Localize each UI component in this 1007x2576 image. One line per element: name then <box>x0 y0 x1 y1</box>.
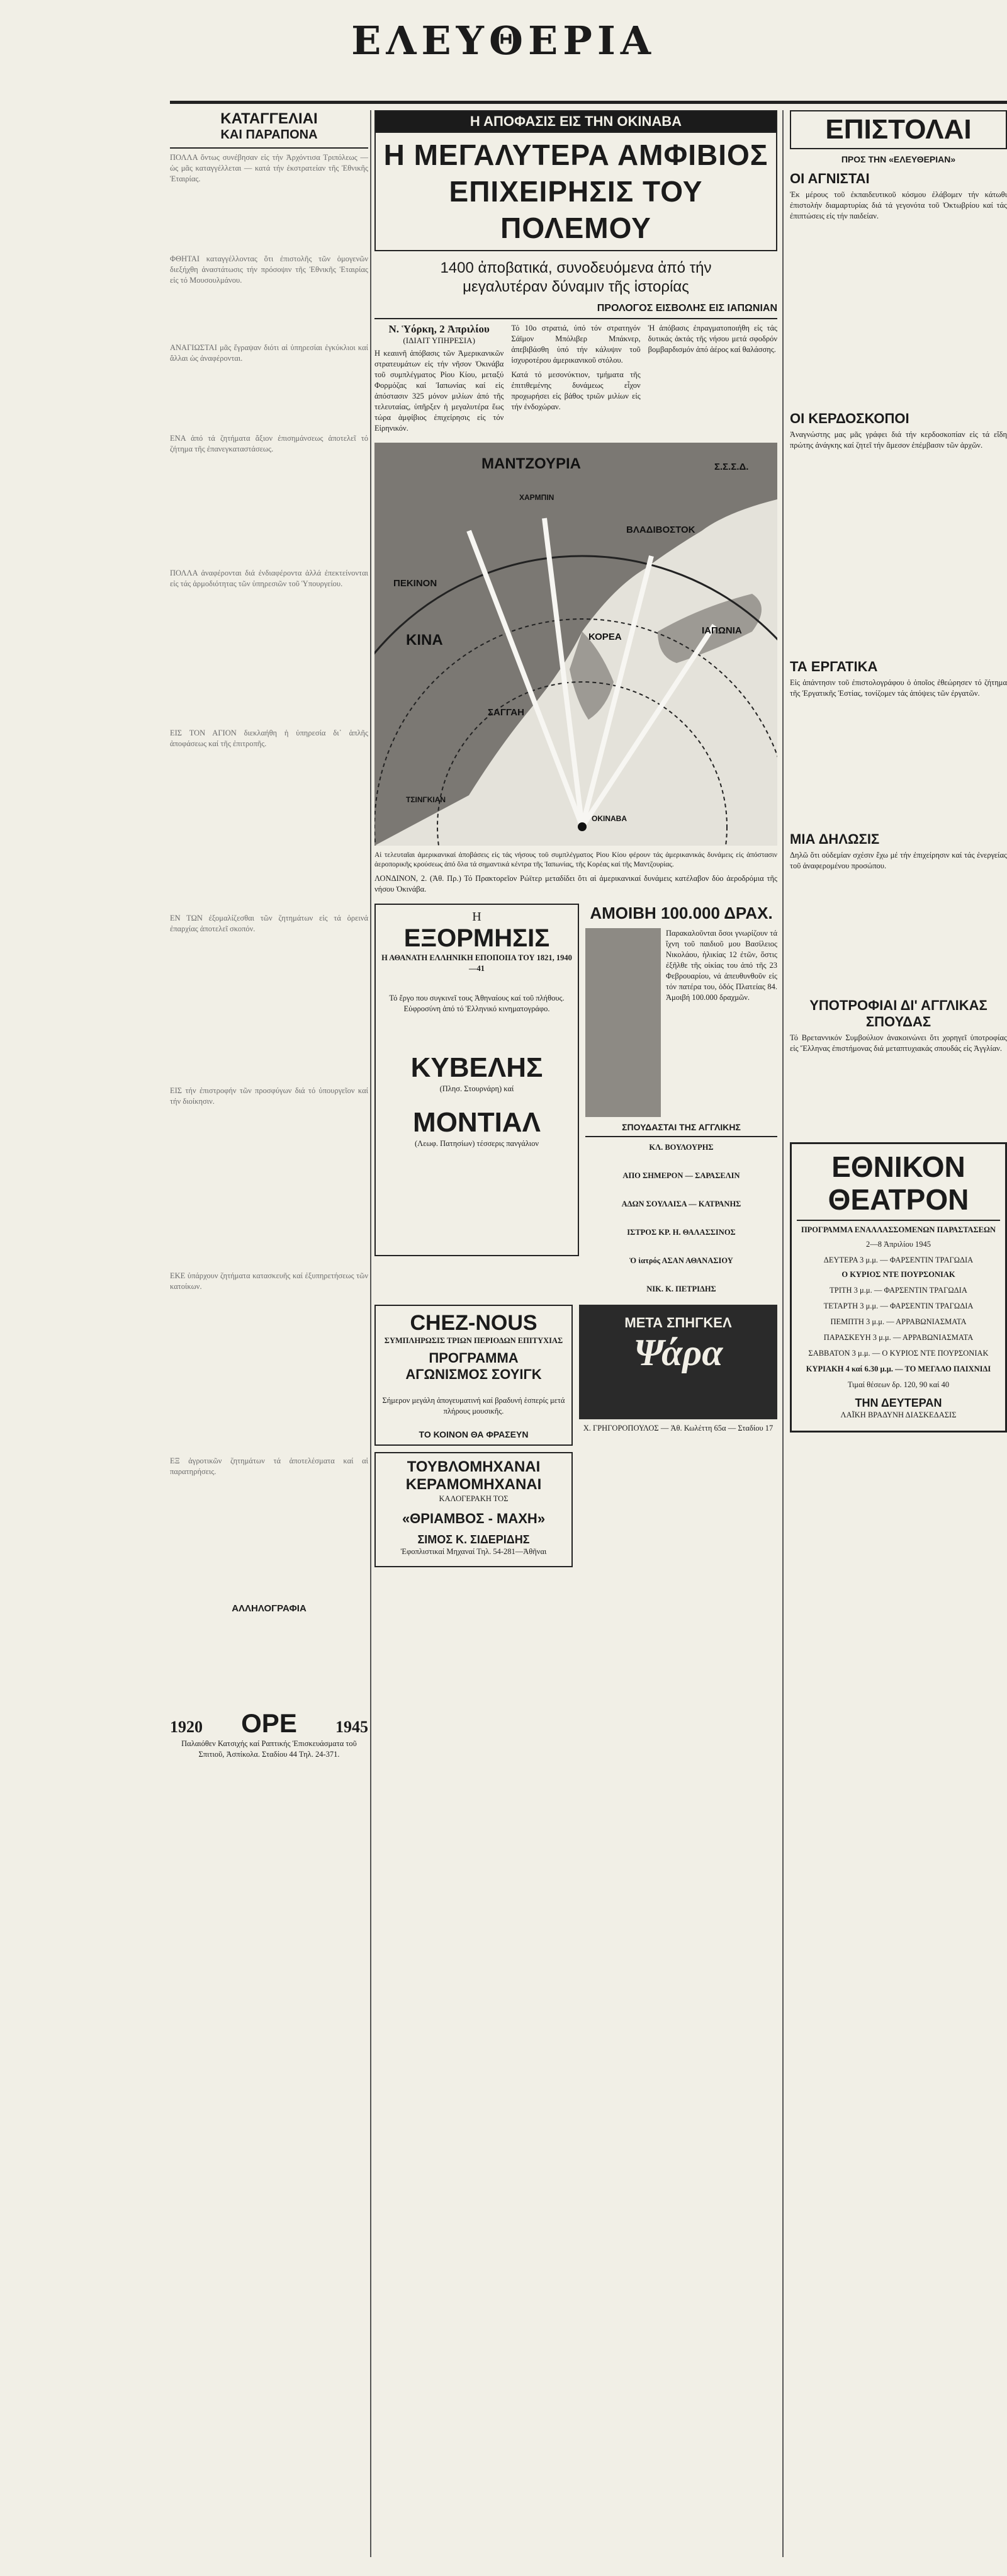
column-divider-1 <box>370 110 371 2557</box>
factory-title-2: ΚΕΡΑΜΟΜΗΧΑΝΑΙ <box>405 1476 542 1493</box>
theatre-program: ΠΡΟΓΡΑΜΜΑ ΕΝΑΛΛΑΣΣΟΜΕΝΩΝ ΠΑΡΑΣΤΑΣΕΩΝ <box>801 1225 996 1234</box>
letters-section-title: ΕΠΙΣΤΟΛΑΙ <box>790 110 1007 149</box>
theatre-ad <box>790 1142 1007 1433</box>
left-paragraph: ΕΚΕ ὑπάρχουν ζητήματα κατασκευῆς καί ἐξυπηρετήσεως τῶν κατοίκων. <box>170 1271 368 1291</box>
ore-ad-text: Παλαιόθεν Κατσιχής καί Ραπτικής Ἐπισκευάσματα τοῦ Σπιτιοῦ, Ἀσπίκολα. Σταδίου 44 Τηλ. 24-371. <box>181 1739 357 1759</box>
cinema-kyvelis: ΚΥΒΕΛΗΣ <box>410 1052 543 1083</box>
letter-title: ΜΙΑ ΔΗΛΩΣΙΣ <box>790 831 880 847</box>
story-columns <box>374 323 777 438</box>
main-headline-box <box>374 133 777 251</box>
map-label-china: ΚΙΝΑ <box>406 632 443 649</box>
ads-left-stack <box>374 1305 573 1567</box>
factory-owner: ΣΙΜΟΣ Κ. ΣΙΔΕΡΙΔΗΣ <box>417 1533 530 1546</box>
theatre-prices: Τιμαί θέσεων δρ. 120, 90 καί 40 <box>847 1380 950 1389</box>
story-paragraph: ΛΟΝΔΙΝΟΝ, 2. (Ἀθ. Πρ.) Τό Πρακτορεῖον Ρώϊτερ μεταδίδει ὅτι αἱ ἀμερικανικαί δυνάμεις κατέλαβον δύο ἀεροδρόμια τῆς νήσου Ὀκινάβα. <box>374 874 777 894</box>
masthead-rule <box>170 101 1007 104</box>
main-headline-line-1: Η ΜΕΓΑΛΥΤΕΡΑ ΑΜΦΙΒΙΟΣ <box>383 139 768 171</box>
reward-body: Παρακαλοῦνται ὅσοι γνωρίζουν τά ἴχνη τοῦ παιδιοῦ μου Βασίλειος Νικολάου, ἡλικίας 12 ἐτῶν, ὅστις ἐξῆλθε τῆς οἰκίας του ἀπό τῆς 23 Φεβρουαρίου, νά ἀπευθυνθοῦν εἰς τόν πατέρα του, ὁδός Πλατείας 84. Ἀμοιβή 100.000 δραχμῶν. <box>666 929 777 1002</box>
ad-reward-column <box>585 904 777 1298</box>
letter-title: ΤΑ ΕΡΓΑΤΙΚΑ <box>790 659 878 674</box>
shoe-product: Ψάρα <box>633 1332 723 1373</box>
pacific-map <box>374 443 777 846</box>
letter-title: ΟΙ ΚΕΡΔΟΣΚΟΠΟΙ <box>790 411 909 426</box>
ad-exormisis <box>374 904 579 1256</box>
main-subdeck: ΠΡΟΛΟΓΟΣ ΕΙΣΒΟΛΗΣ ΕΙΣ ΙΑΠΩΝΙΑΝ <box>597 303 777 314</box>
chez-nous-title: CHEZ-NOUS <box>410 1311 537 1335</box>
left-rule <box>170 147 368 149</box>
column-divider-2 <box>782 110 784 2557</box>
center-column <box>374 110 777 2557</box>
story-service: (ΙΔΙΑΙΤ ΥΠΗΡΕΣΙΑ) <box>403 336 475 345</box>
theatre-entry: ΚΥΡΙΑΚΗ 4 καί 6.30 μ.μ. — ΤΟ ΜΕΓΑΛΟ ΠΑΙΧΝΙΔΙ <box>806 1365 991 1373</box>
shoe-brand: ΜΕΤΑ ΣΠΗΓΚΕΛ <box>624 1315 732 1331</box>
chez-nous-line-1: ΣΥΜΠΛΗΡΩΣΙΣ ΤΡΙΩΝ ΠΕΡΙΟΔΩΝ ΕΠΙΤΥΧΙΑΣ <box>384 1336 563 1345</box>
exormisis-subtitle: Η ΑΘΑΝΑΤΗ ΕΛΛΗΝΙΚΗ ΕΠΟΠΟΙΙΑ ΤΟΥ 1821, 1940—41 <box>381 953 572 973</box>
left-column <box>170 110 368 2557</box>
letter-body: Τό Βρεταννικόν Συμβούλιον ἀνακοινώνει ὅτι χορηγεῖ ὑποτροφίας εἰς Ἕλληνας ἐπιστήμονας διά μεταπτυχιακάς σπουδάς εἰς Ἀγγλίαν. <box>790 1033 1007 1053</box>
factory-brand: «ΘΡΙΑΜΒΟΣ - ΜΑΧΗ» <box>402 1511 546 1526</box>
left-paragraph: ΕΝ ΤΩΝ ἐξομαλίζεσθαι τῶν ζητημάτων εἰς τά ὀρεινά ἐπαρχίας ἀποτελεῖ σκοπόν. <box>170 914 368 933</box>
map-label-peking: ΠΕΚΙΝΟΝ <box>393 578 437 589</box>
small-ad: ΑΔΩΝ ΣΟΥΛΑΙΣΑ — ΚΑΤΡΑΝΗΣ <box>621 1200 741 1208</box>
left-correspondence-heading: ΑΛΛΗΛΟΓΡΑΦΙΑ <box>232 1603 307 1614</box>
reward-body-row <box>585 928 777 1117</box>
letter-title: ΟΙ ΑΓΝΙΣΤΑΙ <box>790 171 870 186</box>
left-paragraph: ΕΞ ἀγροτικῶν ζητημάτων τά ἀποτελέσματα καί αἱ παρατηρήσεις. <box>170 1456 368 1476</box>
story-dateline: Ν. Ὑόρκη, 2 Ἀπριλίου <box>388 323 490 335</box>
theatre-entry: ΤΡΙΤΗ 3 μ.μ. — ΦΑΡΣΕΝΤΙΝ ΤΡΑΓΩΔΙΑ <box>830 1286 967 1295</box>
exormisis-title: ΕΞΟΡΜΗΣΙΣ <box>403 924 550 952</box>
theatre-rule <box>797 1220 1000 1221</box>
cinema-montial: ΜΟΝΤΙΑΛ <box>413 1107 541 1138</box>
left-paragraph: ΠΟΛΛΑ ὄντως συνέβησαν εἰς τήν Ἀρχόντισα Τριπόλεως — ὡς μᾶς καταγγέλλεται — κατά τήν ἐκστρατείαν τῆς Ἐθνικῆς Ἑταιρίας. <box>170 153 368 183</box>
story-col-b <box>511 323 640 438</box>
left-kicker: ΚΑΤΑΓΓΕΛΙΑΙ <box>220 110 318 127</box>
theatre-next: ΤΗΝ ΔΕΥΤΕΡΑΝ <box>855 1397 942 1409</box>
reward-photo <box>585 928 661 1117</box>
masthead <box>170 9 837 104</box>
map-label-shanghai: ΣΑΓΓΑΗ <box>488 707 524 718</box>
letter-body: Ἐκ μέρους τοῦ ἐκπαιδευτικοῦ κόσμου ἐλάβομεν τήν κάτωθι ἐπιστολήν διαμαρτυρίας διά τά γεγονότα τοῦ Ὀκτωβρίου καί τάς ἐπιπτώσεις εἰς τήν παιδείαν. <box>790 190 1007 220</box>
theatre-entry: ΠΕΜΠΤΗ 3 μ.μ. — ΑΡΡΑΒΩΝΙΑΣΜΑΤΑ <box>830 1317 967 1326</box>
factory-sub: ΚΑΛΟΓΕΡΑΚΗ ΤΟΣ <box>439 1494 509 1503</box>
theatre-entry: ΤΕΤΑΡΤΗ 3 μ.μ. — ΦΑΡΣΕΝΤΙΝ ΤΡΑΓΩΔΙΑ <box>823 1302 974 1310</box>
theatre-entry: ΣΑΒΒΑΤΟΝ 3 μ.μ. — Ο ΚΥΡΙΟΣ ΝΤΕ ΠΟΥΡΣΟΝΙΑΚ <box>808 1349 989 1358</box>
theatre-next-sub: ΛΑΪΚΗ ΒΡΑΔΥΝΗ ΔΙΑΣΚΕΔΑΣΙΣ <box>840 1410 957 1419</box>
story-paragraph: Κατά τό μεσονύκτιον, τμήματα τῆς ἐπιτιθεμένης δυνάμεως εἶχον προχωρήσει εἰς βάθος τριῶν μιλίων εἰς τήν ἐνδοχώραν. <box>511 370 641 411</box>
story-col-a <box>374 323 504 438</box>
small-ad: ΝΙΚ. Κ. ΠΕΤΡΙΔΗΣ <box>646 1285 716 1293</box>
story-paragraph: Ἡ ἀπόβασις ἐπραγματοποιήθη εἰς τάς δυτικάς ἀκτάς τῆς νήσου μετά σφοδρόν βομβαρδισμόν ἀπό ἀέρος καί θαλάσσης. <box>648 324 777 354</box>
small-ad: ΚΛ. ΒΟΥΛΟΥΡΗΣ <box>649 1143 714 1152</box>
ad-chez-nous <box>374 1305 573 1446</box>
shoe-footer: Χ. ΓΡΗΓΟΡΟΠΟΥΛΟΣ — Ἀθ. Κωλέττη 65α — Σταδίου 17 <box>583 1424 774 1433</box>
small-ad: ΑΠΟ ΣΗΜΕΡΟΝ — ΣΑΡΑΣΕΛΙΝ <box>622 1171 740 1180</box>
exormisis-body: Τό ἔργο που συγκινεῖ τους Ἀθηναίους καί τοῦ πλήθους. Εὐφροσύνη ἀπό τό Ἑλληνικό κινηματογράφο. <box>389 994 565 1013</box>
center-ads-row <box>374 904 777 1298</box>
ore-year-right: 1945 <box>335 1718 368 1736</box>
map-label-ussr: Σ.Σ.Σ.Δ. <box>714 462 749 472</box>
main-headline-line-2: ΕΠΙΧΕΙΡΗΣΙΣ ΤΟΥ ΠΟΛΕΜΟΥ <box>449 175 703 244</box>
left-paragraph: ΕΝΑ ἀπό τά ζητήματα ἄξιον ἐπισημάνσεως ἀποτελεῖ τό ζήτημα τῆς ἐπανεγκαταστάσεως. <box>170 434 368 453</box>
chez-nous-line-2: ΠΡΟΓΡΑΜΜΑ <box>429 1350 519 1366</box>
small-ad: ΙΣΤΡΟΣ ΚΡ. Η. ΘΑΛΑΣΣΙΝΟΣ <box>627 1228 736 1237</box>
letter-body: Δηλῶ ὅτι οὐδεμίαν σχέσιν ἔχω μέ τήν ἐπιχείρησιν καί τάς ἐνεργείας τοῦ ἀναφερομένου προσώπου. <box>790 851 1007 870</box>
letters-section-sub: ΠΡΟΣ ΤΗΝ «ΕΛΕΥΘΕΡΙΑΝ» <box>841 154 956 164</box>
map-label-korea: ΚΟΡΕΑ <box>588 632 622 642</box>
ad-shoe <box>579 1305 777 1419</box>
map-label-tsingkiang: ΤΣΙΝΓΚΙΑΝ <box>406 795 446 804</box>
map-label-manchuria: ΜΑΝΤΖΟΥΡΙΑ <box>481 455 581 472</box>
left-paragraph: ΑΝΑΓΙΩΣΤΑΙ μᾶς ἔγραψαν διότι αἱ ὑπηρεσίαι ἐγκύκλιοι καί ἄλλαι ὡς ἀναφέρονται. <box>170 343 368 363</box>
letter-body: Εἰς ἀπάντησιν τοῦ ἐπιστολογράφου ὁ ὁποῖος ἐθεώρησεν τό ζήτημα τῆς Ἐργατικῆς Ἑστίας, τονίζομεν τάς ἀπόψεις τῶν ἐργατῶν. <box>790 678 1007 698</box>
reward-title: ΑΜΟΙΒΗ 100.000 ΔΡΑΧ. <box>590 904 773 922</box>
letter-title: ΥΠΟΤΡΟΦΙΑΙ ΔΙ' ΑΓΓΛΙΚΑΣ ΣΠΟΥΔΑΣ <box>809 997 987 1030</box>
theatre-entry: ΔΕΥΤΕΡΑ 3 μ.μ. — ΦΑΡΣΕΝΤΙΝ ΤΡΑΓΩΔΙΑ <box>823 1256 974 1264</box>
reward-footer: ΣΠΟΥΔΑΣΤΑΙ ΤΗΣ ΑΓΓΛΙΚΗΣ <box>622 1122 741 1132</box>
theatre-title-2: ΘΕΑΤΡΟΝ <box>828 1183 969 1216</box>
story-paragraph: Τό 10ο στρατιά, ὑπό τόν στρατηγόν Σάϊμον Μπόλιβερ Μπάκνερ, ἀπεβιβάσθη ὑπό τήν κάλυψιν τοῦ ἰσχυροτέρου ἀμερικανικοῦ στόλου. <box>511 324 641 365</box>
theatre-title-1: ΕΘΝΙΚΟΝ <box>831 1150 965 1183</box>
center-ads-row-2 <box>374 1305 777 1567</box>
ore-ad-header <box>170 1708 368 1739</box>
theatre-entry: ΠΑΡΑΣΚΕΥΗ 3 μ.μ. — ΑΡΡΑΒΩΝΙΑΣΜΑΤΑ <box>823 1333 974 1342</box>
ore-year-left: 1920 <box>170 1718 203 1736</box>
small-ad: Ὁ ἰατρός ΑΣΑΝ ΑΘΑΝΑΣΙΟΥ <box>629 1256 733 1265</box>
ore-ad-name: ΟΡΕ <box>241 1708 297 1738</box>
ad-factory <box>374 1452 573 1567</box>
chez-nous-line-3: ΑΓΩΝΙΣΜΟΣ ΣΟΥΙΓΚ <box>405 1366 542 1382</box>
exormisis-label: Η <box>472 910 481 924</box>
left-paragraph: ΕΙΣ ΤΟΝ ΑΓΙΟΝ διεκλαήθη ἡ ὑπηρεσία δι᾽ ἁπλῆς ἀποφάσεως καί τῆς ἐπιτροπῆς. <box>170 729 368 748</box>
map-label-harbin: ΧΑΡΜΠΙΝ <box>519 493 554 502</box>
factory-title-1: ΤΟΥΒΛΟΜΗΧΑΝΑΙ <box>407 1458 541 1475</box>
cinema-montial-sub: (Λεωφ. Πατησίων) τέσσερις πανγάλιον <box>414 1139 539 1148</box>
masthead-title: ΕΛΕΥΘΕΡΙΑ <box>351 18 656 64</box>
left-paragraph: ΠΟΛΛΑ ἀναφέρονται διά ἐνδιαφέροντα ἀλλά ἐπεκτείνονται εἰς τάς ἀρμοδιότητας τῶν ὑπηρεσιῶν τοῦ Ὑπουργείου. <box>170 569 368 588</box>
right-column <box>790 110 1007 2557</box>
theatre-entry: Ο ΚΥΡΙΟΣ ΝΤΕ ΠΟΥΡΣΟΝΙΑΚ <box>841 1270 955 1279</box>
chez-nous-body: Σήμερον μεγάλη ἀπογευματινή καί βραδυνή ἑσπερίς μετά πλήρους μουσικῆς. <box>382 1396 565 1416</box>
small-ads-rule <box>585 1136 777 1137</box>
main-deck: 1400 ἀποβατικά, συνοδευόμενα ἀπό τήν μεγαλυτέραν δύναμιν τῆς ἱστορίας <box>440 259 712 295</box>
ads-right-stack <box>579 1305 777 1567</box>
map-label-vladivostok: ΒΛΑΔΙΒΟΣΤΟΚ <box>626 525 695 535</box>
chez-nous-footer: ΤΟ ΚΟΙΝΟΝ ΘΑ ΦΡΑΣΕΥΝ <box>419 1429 529 1439</box>
letter-body: Ἀναγνώστης μας μᾶς γράφει διά τήν κερδοσκοπίαν εἰς τά εἴδη πρώτης ἀνάγκης καί ζητεῖ τήν ἄμεσον ἐπέμβασιν τῶν ἀρχῶν. <box>790 430 1007 450</box>
factory-address: Ἐφοπλιστικαί Μηχαναί Τηλ. 54-281—Ἀθῆναι <box>400 1547 547 1556</box>
cinema-kyvelis-sub: (Πλησ. Στουρνάρη) καί <box>439 1084 514 1093</box>
center-banner: Η ΑΠΟΦΑΣΙΣ ΕΙΣ ΤΗΝ ΟΚΙΝΑΒΑ <box>374 110 777 133</box>
left-paragraph: ΦΘΗΤΑΙ καταγγέλλοντας ὅτι ἐπιστολῆς τῶν ὁμογενῶν διεξήχθη ἀναστάτωσις τήν πρόσοψιν τῆς Ἐθνικῆς Ἑταιρίας εἰς τό Μουσουλμάνου. <box>170 254 368 285</box>
map-label-japan: ΙΑΠΩΝΙΑ <box>702 625 742 636</box>
theatre-dates: 2—8 Ἀπριλίου 1945 <box>865 1240 931 1249</box>
center-rule <box>374 318 777 319</box>
story-col-c <box>648 323 777 438</box>
left-paragraph: ΕΙΣ τήν ἐπιστροφήν τῶν προσφύγων διά τό ὑπουργεῖον καί τήν διοίκησιν. <box>170 1086 368 1106</box>
story-paragraph: Η κεαιινῆ ἀπόβασις τῶν Ἀμερικανικῶν στρατευμάτων εἰς τήν νῆσον Ὀκινάβα τοῦ συμπλέγματος Ρἱου Κίου, μεταξύ Φορμόζας καί Ἰαπωνίας καί εἰς ἀπόστασιν 325 μόνον μιλίων ἀπό τῆς τελευταίας, ὑπῆρξεν ἡ μεγαλυτέρα ἕως τώρα ἀμφίβιος ἐπιχείρησις εἰς τόν Εἰρηνικόν. <box>374 349 504 433</box>
map-caption: Αἱ τελευταῖαι ἀμερικανικαί ἀποβάσεις εἰς τάς νήσους τοῦ συμπλέγματος Ρἱου Κίου φέρουν τάς ἀμερικανικάς δυνάμεις εἰς ἀπόστασιν ἀεροπορικῆς κρούσεως ἀπό ὅλα τά σημαντικά κέντρα τῆς Ἰαπωνίας, τῆς Κορέας καί τῆς Μαντζουρίας. <box>374 851 777 868</box>
map-label-okinawa: ΟΚΙΝΑΒΑ <box>592 814 627 823</box>
left-headline: ΚΑΙ ΠΑΡΑΠΟΝΑ <box>220 128 318 142</box>
